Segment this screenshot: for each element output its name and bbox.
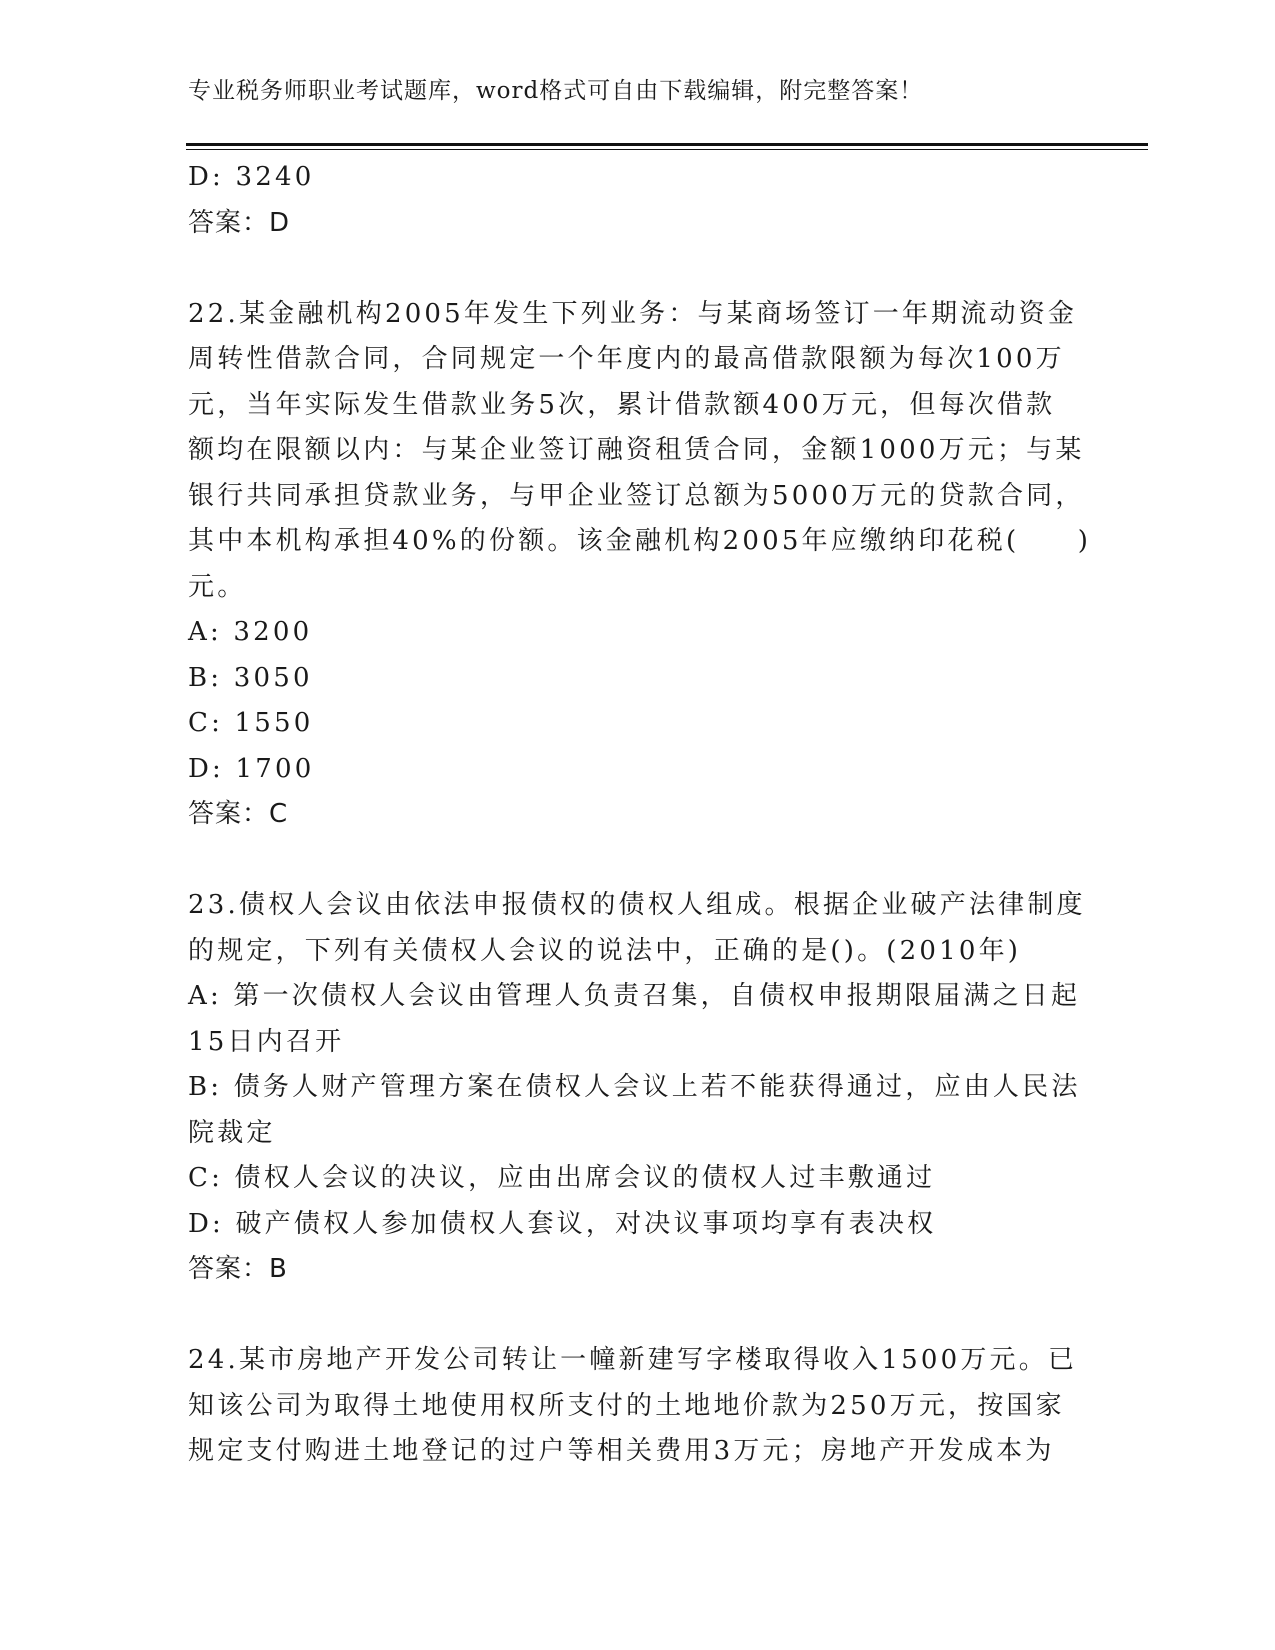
question-22-answer: 答案：C [188,799,289,829]
question-23-option-c: C: 债权人会议的决议，应由出席会议的债权人过丰敷通过 [188,1163,936,1193]
question-24-line: 知该公司为取得土地使用权所支付的土地地价款为250万元，按国家 [188,1390,1065,1421]
prev-option-d: D: 3240 [188,162,315,192]
question-24 [188,1338,1088,1475]
question-23-option-d: D: 破产债权人参加债权人套议，对决议事项均享有表决权 [188,1208,937,1239]
question-23-line: 的规定，下列有关债权人会议的说法中，正确的是()。(2010年) [188,935,1022,966]
question-22-line: 其中本机构承担40%的份额。该金融机构2005年应缴纳印花税( ) [188,526,1092,556]
question-22-line: 周转性借款合同，合同规定一个年度内的最高借款限额为每次100万 [188,344,1065,374]
question-22-line: 元，当年实际发生借款业务5次，累计借款额400万元，但每次借款 [188,389,1056,420]
spacer [188,837,1088,883]
question-23 [188,883,1088,1292]
header-rule-thin [186,149,1148,150]
question-23-option-b-cont: 院裁定 [188,1117,276,1148]
question-24-line: 规定支付购进土地登记的过户等相关费用3万元；房地产开发成本为 [188,1436,1055,1466]
question-24-line: 24.某市房地产开发公司转让一幢新建写字楼取得收入1500万元。已 [188,1345,1078,1375]
question-22-line: 额均在限额以内：与某企业签订融资租赁合同，金额1000万元；与某 [188,435,1085,465]
question-22-line: 银行共同承担贷款业务，与甲企业签订总额为5000万元的贷款合同， [188,480,1085,511]
header-rule-thick [186,143,1148,146]
question-23-option-a-cont: 15日内召开 [188,1026,345,1057]
spacer [188,246,1088,292]
question-22-option-c: C: 1550 [188,708,314,738]
question-22-option-b: B: 3050 [188,662,313,693]
question-23-option-b: B: 债务人财产管理方案在债权人会议上若不能获得通过，应由人民法 [188,1072,1081,1102]
prev-answer: 答案：D [188,207,291,238]
document-body [188,155,1092,1475]
page-header: 专业税务师职业考试题库，word格式可自由下载编辑，附完整答案！ [188,78,924,104]
question-23-answer: 答案：B [188,1254,288,1284]
question-22 [188,292,1092,838]
question-22-line: 22.某金融机构2005年发生下列业务：与某商场签订一年期流动资金 [188,298,1078,329]
question-23-option-a: A: 第一次债权人会议由管理人负责召集，自债权申报期限届满之日起 [188,981,1081,1011]
question-22-option-d: D: 1700 [188,753,315,784]
question-22-option-a: A: 3200 [188,617,313,647]
question-22-line: 元。 [188,571,247,602]
question-23-line: 23.债权人会议由依法申报债权的债权人组成。根据企业破产法律制度 [188,890,1086,920]
spacer [188,1292,1088,1338]
